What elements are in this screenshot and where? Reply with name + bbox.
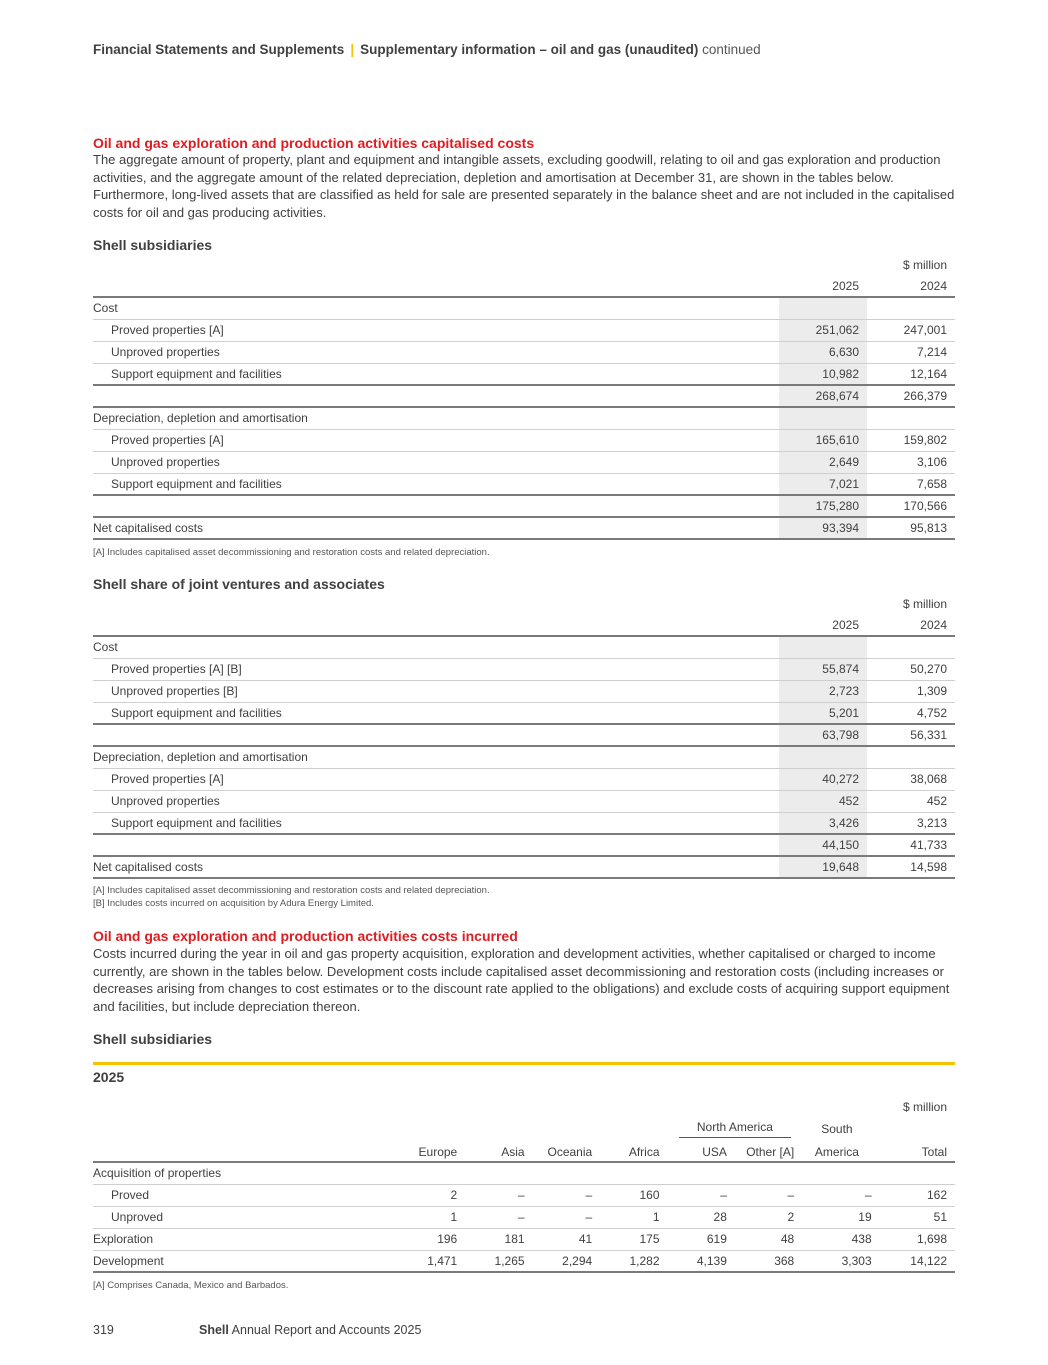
total-2024: 266,379 <box>867 385 955 407</box>
cell: – <box>533 1184 601 1206</box>
table-row <box>93 429 955 451</box>
value-2024: 3,106 <box>867 451 955 473</box>
cost-label: Cost <box>93 297 779 319</box>
value-2025: 6,630 <box>779 341 867 363</box>
value-2025: 10,982 <box>779 363 867 385</box>
net-2024: 95,813 <box>867 517 955 539</box>
cost-label: Cost <box>93 636 779 658</box>
table-row <box>93 702 955 724</box>
footnote-b: [B] Includes costs incurred on acquisition by Adura Energy Limited. <box>93 897 374 909</box>
table-row <box>93 1162 955 1184</box>
year-2025: 2025 <box>779 614 867 636</box>
jv-heading: Shell share of joint ventures and associates <box>93 576 385 592</box>
row-label: Support equipment and facilities <box>93 363 779 385</box>
yellow-divider <box>93 1062 955 1065</box>
cell: 2 <box>735 1206 802 1228</box>
table-row <box>93 1228 955 1250</box>
cell: 28 <box>668 1206 735 1228</box>
cell: – <box>735 1184 802 1206</box>
cost-total-row <box>93 724 955 746</box>
table-row <box>93 680 955 702</box>
value-2024: 38,068 <box>867 768 955 790</box>
cell: 1,471 <box>378 1250 465 1272</box>
costs-incurred-table <box>93 1096 955 1273</box>
footer-title: Annual Report and Accounts 2025 <box>231 1323 422 1337</box>
south-america-top: South <box>821 1122 853 1136</box>
cell: 1,265 <box>465 1250 532 1272</box>
row-label: Support equipment and facilities <box>93 702 779 724</box>
header-suffix: continued <box>702 42 761 57</box>
unit-label: $ million <box>902 597 947 611</box>
year-2024: 2024 <box>867 275 955 297</box>
subsidiaries-footnotes <box>93 547 490 560</box>
cost-total-row <box>93 385 955 407</box>
costs-incurred-title: Oil and gas exploration and production activities costs incurred <box>93 928 518 944</box>
year-header-row <box>93 275 955 297</box>
value-2024: 4,752 <box>867 702 955 724</box>
value-2025: 7,021 <box>779 473 867 495</box>
cell: 1 <box>600 1206 667 1228</box>
row-label: Unproved properties [B] <box>93 680 779 702</box>
col-total: Total <box>880 1140 955 1162</box>
total-2024: 170,566 <box>867 495 955 517</box>
footnote-a: [A] Includes capitalised asset decommissioning and restoration costs and related depreciation. <box>93 885 490 896</box>
cell: 368 <box>735 1250 802 1272</box>
dda-label: Depreciation, depletion and amortisation <box>93 746 779 768</box>
cell: 196 <box>378 1228 465 1250</box>
cell: – <box>465 1206 532 1228</box>
total-2025: 268,674 <box>779 385 867 407</box>
cell: 160 <box>600 1184 667 1206</box>
value-2025: 55,874 <box>779 658 867 680</box>
year-2025: 2025 <box>779 275 867 297</box>
page-header <box>93 42 761 57</box>
cell: 14,122 <box>880 1250 955 1272</box>
net-label: Net capitalised costs <box>93 517 779 539</box>
jv-capitalised-table <box>93 594 955 879</box>
column-header-row <box>93 1140 955 1162</box>
table-row <box>93 658 955 680</box>
row-label: Proved properties [A] <box>93 768 779 790</box>
col-usa: USA <box>668 1140 735 1162</box>
value-2024: 159,802 <box>867 429 955 451</box>
value-2024: 1,309 <box>867 680 955 702</box>
row-label: Proved properties [A] [B] <box>93 658 779 680</box>
table-row <box>93 319 955 341</box>
cell: 162 <box>880 1184 955 1206</box>
total-2024: 56,331 <box>867 724 955 746</box>
table-row <box>93 1206 955 1228</box>
value-2025: 40,272 <box>779 768 867 790</box>
unit-row <box>93 1096 955 1118</box>
table-row <box>93 636 955 658</box>
total-2025: 175,280 <box>779 495 867 517</box>
row-label: Proved <box>93 1184 378 1206</box>
value-2025: 165,610 <box>779 429 867 451</box>
value-2025: 5,201 <box>779 702 867 724</box>
total-2025: 63,798 <box>779 724 867 746</box>
value-2025: 3,426 <box>779 812 867 834</box>
net-row <box>93 856 955 878</box>
net-row <box>93 517 955 539</box>
dda-label: Depreciation, depletion and amortisation <box>93 407 779 429</box>
cell: 41 <box>533 1228 601 1250</box>
table-row <box>93 790 955 812</box>
cell: 175 <box>600 1228 667 1250</box>
value-2025: 251,062 <box>779 319 867 341</box>
unit-row <box>93 594 955 614</box>
row-label: Support equipment and facilities <box>93 812 779 834</box>
cell: 438 <box>802 1228 879 1250</box>
row-label: Unproved properties <box>93 790 779 812</box>
cell: 1,698 <box>880 1228 955 1250</box>
page-footer <box>93 1323 421 1337</box>
table-row <box>93 451 955 473</box>
row-label: Development <box>93 1250 378 1272</box>
cell: 4,139 <box>668 1250 735 1272</box>
unit-label: $ million <box>902 258 947 272</box>
col-south-america: America <box>802 1140 879 1162</box>
cell: 619 <box>668 1228 735 1250</box>
net-label: Net capitalised costs <box>93 856 779 878</box>
cell: 19 <box>802 1206 879 1228</box>
row-label: Exploration <box>93 1228 378 1250</box>
costs-incurred-intro: Costs incurred during the year in oil and gas property acquisition, exploration and development activities, whether capitalised or charged to income currently, are shown in the tables below. Development costs include capitalised asset decommissioning and restoration costs (including increases or decreases arising from changes to cost estimates or to the discount rate applied to the obligations) and exclude costs of acquiring support equipment and facilities, but include depreciation thereon. <box>93 946 950 1014</box>
cell: 181 <box>465 1228 532 1250</box>
footnote-a: [A] Includes capitalised asset decommissioning and restoration costs and related depreciation. <box>93 547 490 558</box>
table-row <box>93 363 955 385</box>
row-label: Support equipment and facilities <box>93 473 779 495</box>
col-other: Other [A] <box>735 1140 802 1162</box>
header-separator: | <box>350 42 355 57</box>
net-2025: 19,648 <box>779 856 867 878</box>
table-row <box>93 768 955 790</box>
cell: – <box>668 1184 735 1206</box>
table-row <box>93 473 955 495</box>
total-2024: 41,733 <box>867 834 955 856</box>
net-2024: 14,598 <box>867 856 955 878</box>
incurred-footnote: [A] Comprises Canada, Mexico and Barbados. <box>93 1280 289 1291</box>
table-row <box>93 1250 955 1272</box>
table-row <box>93 297 955 319</box>
total-2025: 44,150 <box>779 834 867 856</box>
value-2025: 2,649 <box>779 451 867 473</box>
col-oceania: Oceania <box>533 1140 601 1162</box>
value-2025: 2,723 <box>779 680 867 702</box>
header-section: Financial Statements and Supplements <box>93 42 345 57</box>
cell: 3,303 <box>802 1250 879 1272</box>
value-2025: 452 <box>779 790 867 812</box>
capitalised-costs-title: Oil and gas exploration and production activities capitalised costs <box>93 135 535 151</box>
subsidiaries-capitalised-table <box>93 255 955 540</box>
cell: 1,282 <box>600 1250 667 1272</box>
col-asia: Asia <box>465 1140 532 1162</box>
year-2024: 2024 <box>867 614 955 636</box>
row-label: Unproved <box>93 1206 378 1228</box>
value-2024: 12,164 <box>867 363 955 385</box>
row-label: Proved properties [A] <box>93 319 779 341</box>
year-header-row <box>93 614 955 636</box>
value-2024: 50,270 <box>867 658 955 680</box>
col-africa: Africa <box>600 1140 667 1162</box>
cell: 48 <box>735 1228 802 1250</box>
acquisition-label: Acquisition of properties <box>93 1162 378 1184</box>
incurred-subsidiaries-heading: Shell subsidiaries <box>93 1031 213 1047</box>
footer-brand: Shell <box>199 1323 229 1337</box>
subsidiaries-heading: Shell subsidiaries <box>93 237 213 253</box>
col-europe: Europe <box>378 1140 465 1162</box>
value-2024: 247,001 <box>867 319 955 341</box>
table-row <box>93 341 955 363</box>
row-label: Unproved properties <box>93 341 779 363</box>
net-2025: 93,394 <box>779 517 867 539</box>
north-america-group <box>668 1118 803 1140</box>
capitalised-costs-intro: The aggregate amount of property, plant and equipment and intangible assets, excluding goodwill, relating to oil and gas exploration and production activities, and the aggregate amount of the related depreciation, depletion and amortisation at December 31, are shown in the tables below. Furthermore, long-lived assets that are classified as held for sale are presented separately in the balance sheet and are not included in the capitalised costs for oil and gas producing activities. <box>93 152 955 220</box>
incurred-year-heading: 2025 <box>93 1069 125 1085</box>
cell: 1 <box>378 1206 465 1228</box>
jv-footnotes <box>93 885 490 910</box>
table-row <box>93 1184 955 1206</box>
cell: – <box>465 1184 532 1206</box>
row-label: Unproved properties <box>93 451 779 473</box>
value-2024: 3,213 <box>867 812 955 834</box>
north-america-label: North America <box>679 1120 791 1138</box>
page-number: 319 <box>93 1323 114 1337</box>
value-2024: 7,658 <box>867 473 955 495</box>
dda-total-row <box>93 834 955 856</box>
unit-label: $ million <box>902 1100 947 1114</box>
cell: 2 <box>378 1184 465 1206</box>
value-2024: 452 <box>867 790 955 812</box>
cell: – <box>802 1184 879 1206</box>
table-row <box>93 812 955 834</box>
table-row <box>93 407 955 429</box>
row-label: Proved properties [A] <box>93 429 779 451</box>
cell: – <box>533 1206 601 1228</box>
group-header-row <box>93 1118 955 1140</box>
value-2024: 7,214 <box>867 341 955 363</box>
table-row <box>93 746 955 768</box>
dda-total-row <box>93 495 955 517</box>
cell: 2,294 <box>533 1250 601 1272</box>
cell: 51 <box>880 1206 955 1228</box>
header-subsection: Supplementary information – oil and gas (unaudited) <box>360 42 699 57</box>
unit-row <box>93 255 955 275</box>
